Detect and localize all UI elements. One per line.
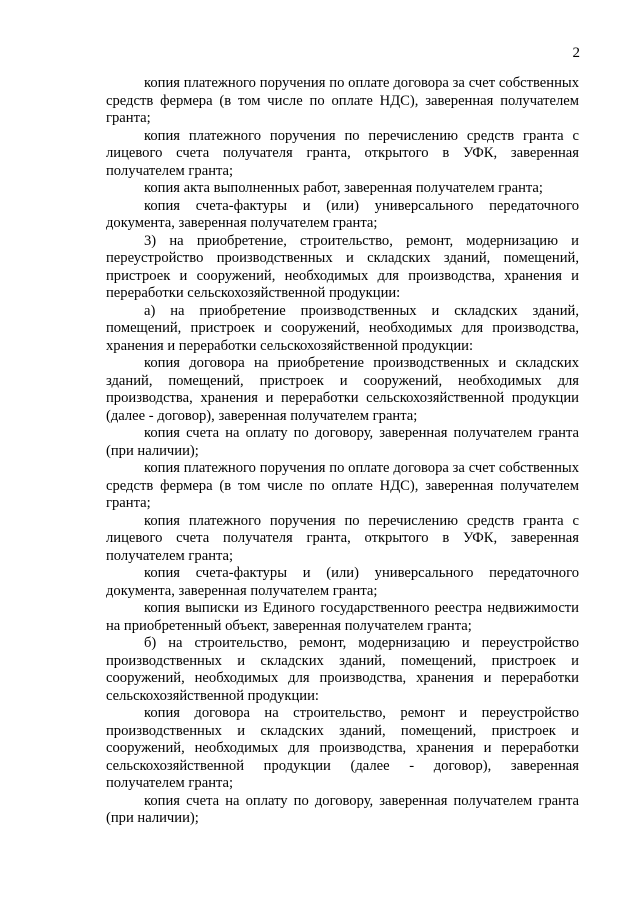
paragraph-registry-extract: копия выписки из Единого государственного реестра недвижимости на приобретенный объект, заверенная получателем гранта; <box>106 600 579 634</box>
paragraph-payment-order-grant-transfer: копия платежного поручения по перечислению средств гранта с лицевого счета получателя гранта, открытого в УФК, заверенная получателем гранта; <box>106 127 579 179</box>
paragraph-item-3: 3) на приобретение, строительство, ремонт, модернизацию и переустройство производственных и складских зданий, помещений, пристроек и сооружений, необходимых для производства, хранения и переработки сельскохозяйственной продукции: <box>106 232 579 301</box>
paragraph-payment-order-grant-transfer-2: копия платежного поручения по перечислению средств гранта с лицевого счета получателя гранта, открытого в УФК, заверенная получателем гранта; <box>106 512 579 564</box>
paragraph-subitem-b: б) на строительство, ремонт, модернизацию и переустройство производственных и складских зданий, помещений, пристроек и сооружений, необходимых для производства, хранения и переработки сельскохозяйственной продукции: <box>106 635 579 704</box>
paragraph-payment-invoice-2: копия счета на оплату по договору, заверенная получателем гранта (при наличии); <box>106 792 579 826</box>
paragraph-invoice: копия счета-фактуры и (или) универсального передаточного документа, заверенная получателем гранта; <box>106 197 579 231</box>
page-number: 2 <box>572 45 580 61</box>
paragraph-subitem-a: а) на приобретение производственных и складских зданий, помещений, пристроек и сооружений, необходимых для производства, хранения и переработки сельскохозяйственной продукции: <box>106 302 579 354</box>
paragraph-payment-order-own-funds: копия платежного поручения по оплате договора за счет собственных средств фермера (в том числе по оплате НДС), заверенная получателем гранта; <box>106 75 579 126</box>
paragraph-invoice-2: копия счета-фактуры и (или) универсального передаточного документа, заверенная получателем гранта; <box>106 565 579 599</box>
paragraph-purchase-contract: копия договора на приобретение производственных и складских зданий, помещений, пристроек и сооружений, необходимых для производства, хранения и переработки сельскохозяйственной продукции (далее - договор), заверенная получателем гранта; <box>106 355 579 424</box>
paragraph-payment-order-own-funds-2: копия платежного поручения по оплате договора за счет собственных средств фермера (в том числе по оплате НДС), заверенная получателем гранта; <box>106 460 579 511</box>
paragraph-payment-invoice: копия счета на оплату по договору, заверенная получателем гранта (при наличии); <box>106 425 579 459</box>
paragraph-act-of-work: копия акта выполненных работ, заверенная получателем гранта; <box>144 180 543 196</box>
paragraph-construction-contract: копия договора на строительство, ремонт и переустройство производственных и складских зданий, помещений, пристроек и сооружений, необходимых для производства, хранения и переработки сельскохозяйственной продукции (далее - договор), заверенная получателем гранта; <box>106 705 579 791</box>
document-body <box>106 75 579 828</box>
